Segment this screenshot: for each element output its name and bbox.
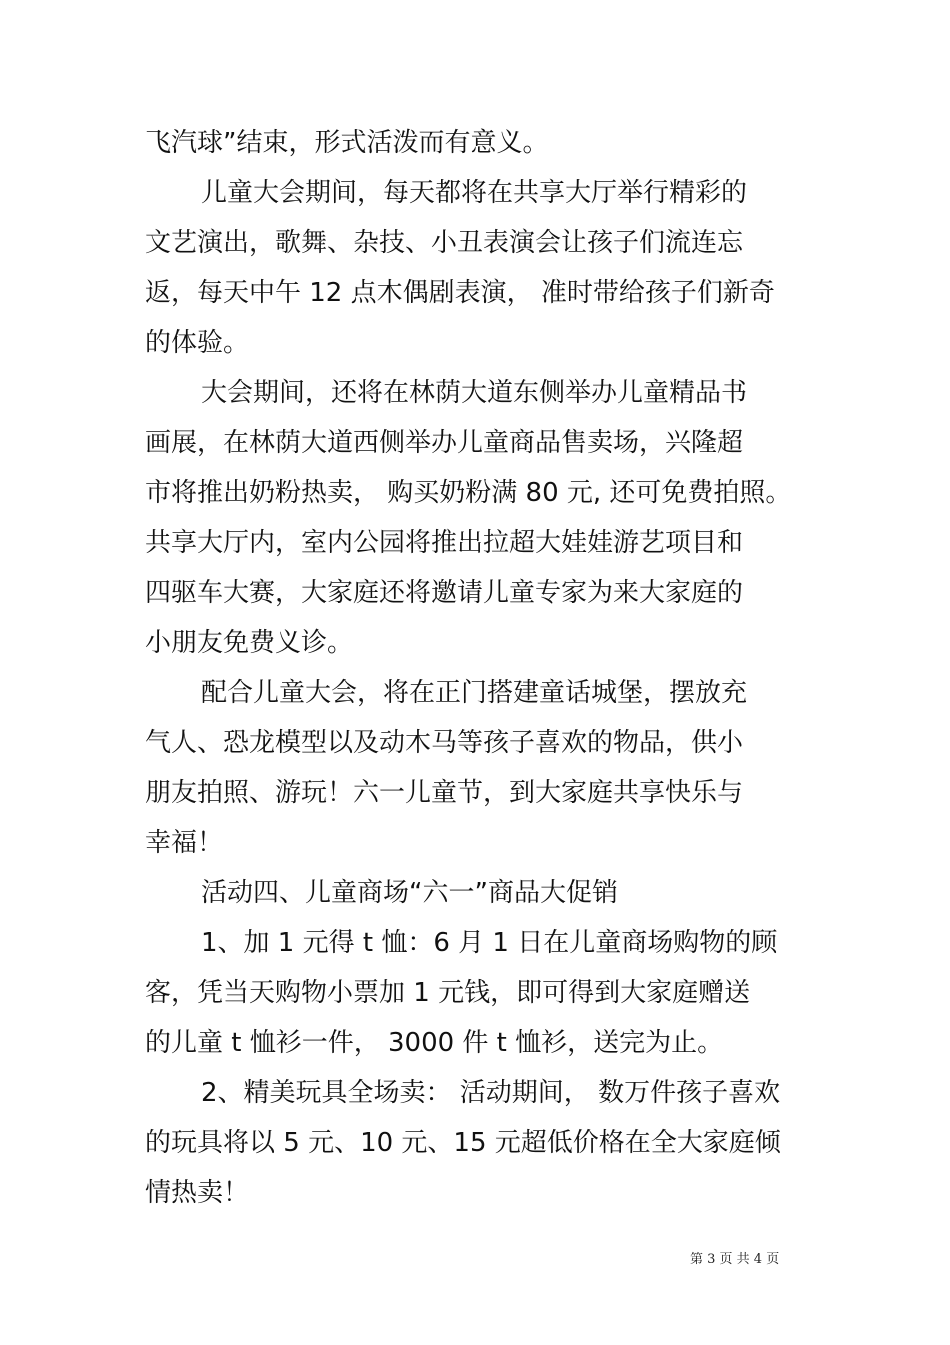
- text-line: 的体验。: [145, 328, 250, 358]
- text-line: 的玩具将以 5 元、10 元、15 元超低价格在全大家庭倾: [145, 1128, 781, 1158]
- text-line: 配合儿童大会，将在正门搭建童话城堡，摆放充: [201, 678, 748, 708]
- text-line: 气人、恐龙模型以及动木马等孩子喜欢的物品，供小: [145, 728, 744, 758]
- text-line: 的儿童 t 恤衫一件， 3000 件 t 恤衫，送完为止。: [145, 1028, 724, 1058]
- text-line: 四驱车大赛，大家庭还将邀请儿童专家为来大家庭的: [145, 578, 744, 608]
- text-line: 文艺演出，歌舞、杂技、小丑表演会让孩子们流连忘: [145, 228, 744, 258]
- text-line: 返，每天中午 12 点木偶剧表演， 准时带给孩子们新奇: [145, 278, 775, 308]
- document-body: [145, 118, 805, 1218]
- text-line: 画展，在林荫大道西侧举办儿童商品售卖场，兴隆超: [145, 428, 744, 458]
- text-line: 1、加 1 元得 t 恤：6 月 1 日在儿童商场购物的顾: [201, 928, 778, 958]
- text-line: 共享大厅内，室内公园将推出拉超大娃娃游艺项目和: [145, 528, 744, 558]
- text-line: 活动四、儿童商场“六一”商品大促销: [201, 878, 618, 908]
- text-line: 小朋友免费义诊。: [145, 628, 354, 658]
- text-line: 大会期间，还将在林荫大道东侧举办儿童精品书: [201, 378, 748, 408]
- page-number-footer: 第 3 页 共 4 页: [690, 1252, 780, 1267]
- text-line: 朋友拍照、游玩！六一儿童节，到大家庭共享快乐与: [145, 778, 744, 808]
- text-line: 幸福！: [145, 828, 224, 858]
- text-line: 市将推出奶粉热卖， 购买奶粉满 80 元, 还可免费拍照。: [145, 478, 792, 508]
- text-line: 飞汽球”结束，形式活泼而有意义。: [145, 128, 549, 158]
- text-line: 客，凭当天购物小票加 1 元钱，即可得到大家庭赠送: [145, 978, 751, 1008]
- text-line: 儿童大会期间，每天都将在共享大厅举行精彩的: [201, 178, 748, 208]
- text-line: 情热卖！: [145, 1178, 250, 1208]
- text-line: 2、精美玩具全场卖： 活动期间， 数万件孩子喜欢: [201, 1078, 781, 1108]
